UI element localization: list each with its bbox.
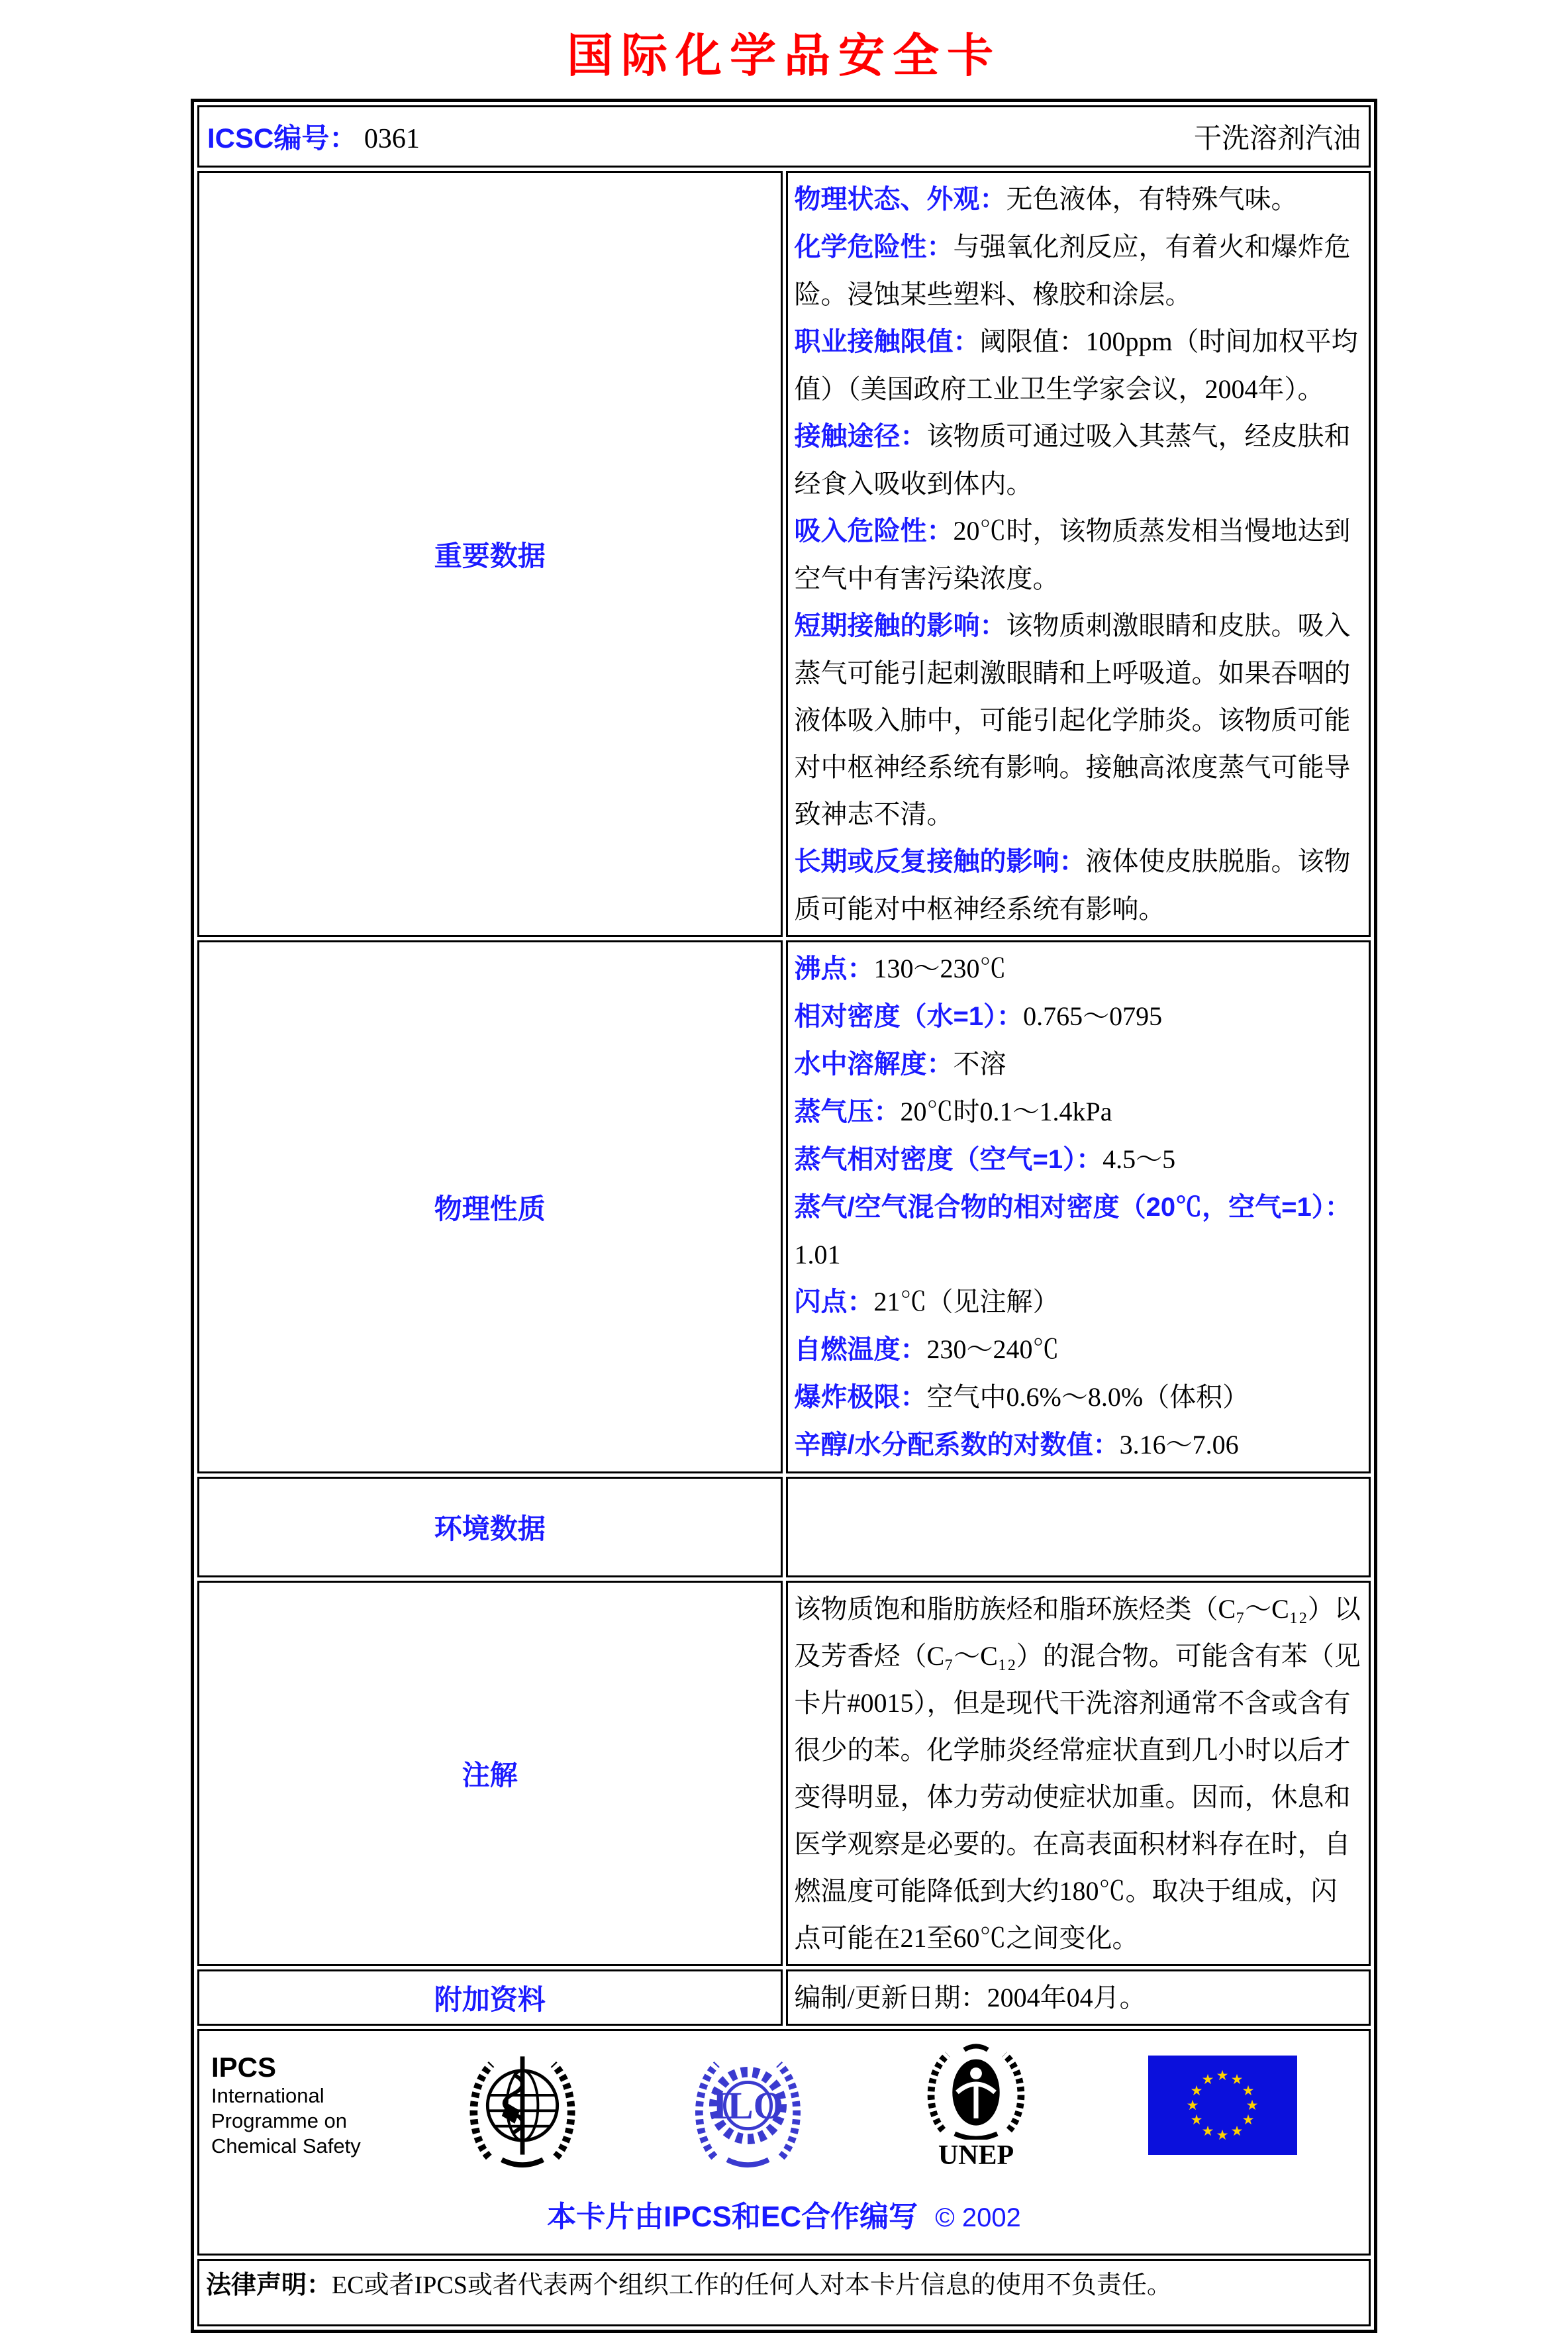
field-vapour-relative-density-label: 蒸气相对密度（空气=1）： <box>794 1145 1103 1174</box>
field-water-solubility-label: 水中溶解度： <box>794 1050 954 1079</box>
field-flash-point-value: 21℃（见注解） <box>873 1287 1059 1316</box>
field-vapour-air-mixture-density <box>795 1183 1363 1278</box>
field-vapour-relative-density-value: 4.5～5 <box>1102 1144 1176 1174</box>
svg-text:★: ★ <box>1216 2127 1229 2143</box>
field-vapour-pressure <box>795 1088 1363 1136</box>
header-cell <box>197 105 1371 168</box>
field-boiling-point-value: 130～230℃ <box>873 954 1006 983</box>
field-long-term-effects <box>795 838 1363 932</box>
field-short-term-effects-value: 该物质刺激眼睛和皮肤。吸入蒸气可能引起刺激眼睛和上呼吸道。如果吞咽的液体吸入肺中，可能引起化学肺炎。该物质可能对中枢神经系统有影响。接触高浓度蒸气可能导致神志不清。 <box>794 611 1351 829</box>
field-flash-point-label: 闪点： <box>794 1287 874 1316</box>
field-relative-density <box>795 993 1363 1040</box>
copyright-text: © 2002 <box>935 2203 1021 2232</box>
field-explosive-limits-value: 空气中0.6%～8.0%（体积） <box>926 1382 1250 1412</box>
ipcs-line-1: International <box>211 2084 324 2107</box>
svg-text:★: ★ <box>1230 2123 1244 2139</box>
section-label-physical-properties: 物理性质 <box>197 940 783 1473</box>
ipcs-abbr: IPCS <box>211 2052 277 2083</box>
additional-info-content: 编制/更新日期：2004年04月。 <box>786 1969 1371 2026</box>
section-label-environmental-data: 环境数据 <box>197 1477 783 1577</box>
page-title: 国际化学品安全卡 <box>567 31 1001 82</box>
legal-row <box>197 2259 1371 2326</box>
section-label-notes: 注解 <box>197 1581 783 1966</box>
field-vapour-pressure-label: 蒸气压： <box>794 1097 901 1126</box>
credit-text: 本卡片由IPCS和EC合作编写 <box>547 2201 918 2233</box>
logos-strip <box>206 2040 1362 2170</box>
who-logo-icon <box>456 2041 589 2170</box>
field-physical-state-label: 物理状态、外观： <box>794 185 1006 214</box>
header-row <box>197 105 1371 168</box>
field-chemical-dangers-value: 与强氧化剂反应，有着火和爆炸危险。浸蚀某些塑料、橡胶和涂层。 <box>794 232 1351 309</box>
svg-text:★: ★ <box>1216 2067 1229 2083</box>
field-relative-density-value: 0.765～0795 <box>1023 1001 1163 1031</box>
section-label-important-data: 重要数据 <box>197 171 783 937</box>
svg-text:★: ★ <box>1201 2123 1214 2139</box>
svg-text:★: ★ <box>1242 2083 1255 2099</box>
icsc-number-label: ICSC编号： <box>207 123 358 154</box>
field-chemical-dangers-label: 化学危险性： <box>794 232 954 262</box>
important-data-row <box>197 171 1371 937</box>
ilo-logo-text: ILO <box>712 2083 784 2127</box>
physical-properties-row <box>197 940 1371 1473</box>
svg-text:★: ★ <box>1201 2071 1214 2087</box>
logos-row <box>197 2029 1371 2256</box>
field-octanol-water-partition-value: 3.16～7.06 <box>1119 1430 1239 1460</box>
icsc-card-table <box>191 99 1377 2333</box>
field-water-solubility-value: 不溶 <box>953 1049 1006 1079</box>
ilo-logo-icon <box>680 2041 816 2170</box>
field-chemical-dangers <box>795 223 1363 318</box>
environmental-data-content <box>786 1477 1371 1577</box>
notes-row <box>197 1581 1371 1966</box>
field-inhalation-risk-label: 吸入危险性： <box>794 517 954 546</box>
field-occupational-exposure-limits <box>795 318 1363 413</box>
unep-logo-text: UNEP <box>938 2140 1014 2171</box>
field-physical-state <box>795 175 1363 223</box>
field-boiling-point-label: 沸点： <box>794 954 874 983</box>
field-routes-of-exposure <box>795 413 1363 507</box>
field-flash-point <box>795 1278 1363 1326</box>
svg-text:★: ★ <box>1246 2097 1259 2113</box>
svg-text:★: ★ <box>1186 2097 1199 2113</box>
legal-label: 法律声明： <box>206 2271 332 2299</box>
field-routes-of-exposure-label: 接触途径： <box>794 422 927 451</box>
icsc-number-group <box>207 117 420 156</box>
svg-text:★: ★ <box>1230 2071 1244 2087</box>
important-data-content <box>786 171 1371 937</box>
notes-content: 该物质饱和脂肪族烃和脂环族烃类（C₇～C₁₂）以及芳香烃（C₇～C₁₂）的混合物。可能含有苯（见卡片#0015），但是现代干洗溶剂通常不含或含有很少的苯。化学肺炎经常症状直到几小时以后才变得明显，体力劳动使症状加重。因而，休息和医学观察是必要的。在高表面积材料存在时，自燃温度可能降低到大约180℃。取决于组成，闪点可能在21至60℃之间变化。 <box>786 1581 1371 1966</box>
svg-text:★: ★ <box>1190 2112 1203 2128</box>
field-occupational-exposure-limits-value: 阈限值：100ppm（时间加权平均值）（美国政府工业卫生学家会议，2004年）。 <box>794 326 1358 404</box>
field-autoignition-temperature-value: 230～240℃ <box>926 1334 1059 1364</box>
icsc-number-value: 0361 <box>364 124 420 154</box>
eu-flag-icon <box>1148 2056 1297 2155</box>
physical-properties-content <box>786 940 1371 1473</box>
field-water-solubility <box>795 1040 1363 1088</box>
legal-cell <box>197 2259 1371 2326</box>
field-routes-of-exposure-value: 该物质可通过吸入其蒸气，经皮肤和经食入吸收到体内。 <box>794 421 1351 499</box>
field-vapour-air-mixture-density-value: 1.01 <box>794 1240 841 1269</box>
substance-name: 干洗溶剂汽油 <box>1193 124 1361 154</box>
field-explosive-limits <box>795 1373 1363 1421</box>
field-long-term-effects-value: 液体使皮肤脱脂。该物质可能对中枢神经系统有影响。 <box>794 846 1351 924</box>
logos-cell <box>197 2029 1371 2256</box>
unep-logo-icon <box>916 2040 1036 2170</box>
field-octanol-water-partition <box>795 1421 1363 1469</box>
field-short-term-effects-label: 短期接触的影响： <box>794 611 1006 640</box>
field-vapour-relative-density <box>795 1136 1363 1183</box>
field-boiling-point <box>795 945 1363 993</box>
field-inhalation-risk <box>795 507 1363 602</box>
field-short-term-effects <box>795 602 1363 838</box>
legal-text: EC或者IPCS或者代表两个组织工作的任何人对本卡片信息的使用不负责任。 <box>332 2271 1172 2299</box>
environmental-data-row <box>197 1477 1371 1577</box>
field-octanol-water-partition-label: 辛醇/水分配系数的对数值： <box>794 1430 1120 1460</box>
field-inhalation-risk-value: 20℃时，该物质蒸发相当慢地达到空气中有害污染浓度。 <box>794 516 1351 593</box>
ipcs-line-2: Programme on <box>211 2109 348 2132</box>
ipcs-line-3: Chemical Safety <box>211 2134 361 2158</box>
ipcs-text-block <box>211 2052 377 2159</box>
field-physical-state-value: 无色液体，有特殊气味。 <box>1006 184 1298 214</box>
field-relative-density-label: 相对密度（水=1）： <box>794 1002 1024 1031</box>
field-autoignition-temperature-label: 自燃温度： <box>794 1335 927 1364</box>
credit-line <box>206 2193 1362 2235</box>
svg-text:★: ★ <box>1242 2112 1255 2128</box>
field-autoignition-temperature <box>795 1326 1363 1373</box>
field-vapour-pressure-value: 20℃时0.1～1.4kPa <box>900 1097 1112 1126</box>
field-long-term-effects-label: 长期或反复接触的影响： <box>794 847 1086 876</box>
field-vapour-air-mixture-density-label: 蒸气/空气混合物的相对密度（20℃，空气=1）： <box>794 1193 1351 1222</box>
field-explosive-limits-label: 爆炸极限： <box>794 1383 927 1412</box>
additional-info-row <box>197 1969 1371 2026</box>
field-occupational-exposure-limits-label: 职业接触限值： <box>794 327 980 356</box>
svg-text:★: ★ <box>1190 2083 1203 2099</box>
section-label-additional-info: 附加资料 <box>197 1969 783 2026</box>
